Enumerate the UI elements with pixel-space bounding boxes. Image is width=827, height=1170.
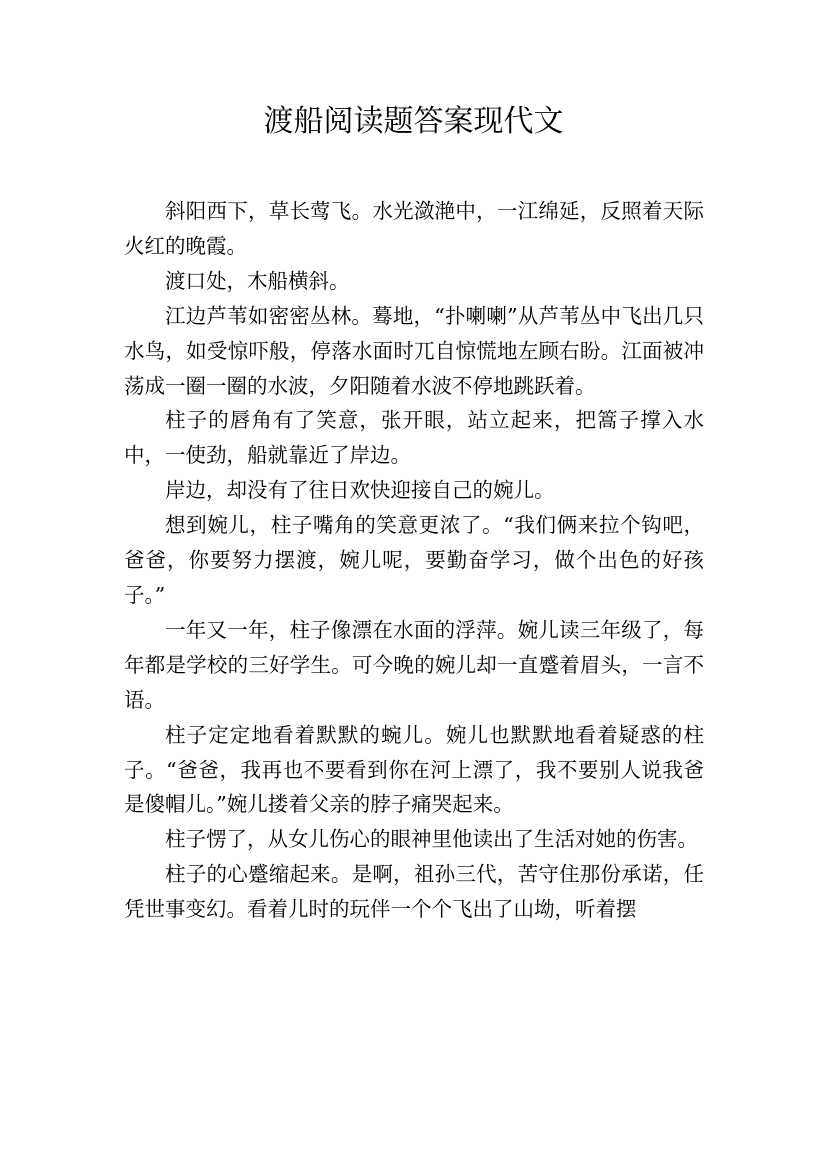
paragraph: 一年又一年，柱子像漂在水面的浮萍。婉儿读三年级了，每年都是学校的三好学生。可今晚的婉儿却一直蹙着眉头，一言不语。 bbox=[124, 617, 704, 712]
paragraph: 柱子的心蹙缩起来。是啊，祖孙三代，苦守住那份承诺，任凭世事变幻。看着儿时的玩伴一个个飞出了山坳，听着摆 bbox=[124, 862, 704, 922]
paragraph: 斜阳西下，草长莺飞。水光潋滟中，一江绵延，反照着天际火红的晚霞。 bbox=[124, 199, 704, 258]
paragraph: 柱子定定地看着默默的蜿儿。婉儿也默默地看着疑惑的柱子。“爸爸，我再也不要看到你在河上漂了，我不要别人说我爸是傻帽儿。”婉儿搂着父亲的脖子痛哭起来。 bbox=[124, 722, 704, 817]
paragraph: 柱子的唇角有了笑意，张开眼，站立起来，把篙子撑入水中，一使劲，船就靠近了岸边。 bbox=[124, 408, 704, 468]
document-title: 渡船阅读题答案现代文 bbox=[263, 104, 564, 139]
paragraph: 柱子愣了，从女儿伤心的眼神里他读出了生活对她的伤害。 bbox=[165, 827, 698, 852]
paragraph: 想到婉儿，柱子嘴角的笑意更浓了。“我们俩来拉个钩吧，爸爸，你要努力摆渡，婉儿呢，要勤奋学习，做个出色的好孩子。” bbox=[124, 513, 704, 607]
paragraph: 岸边，却没有了往日欢快迎接自己的婉儿。 bbox=[165, 478, 555, 503]
paragraph: 渡口处，木船横斜。 bbox=[165, 268, 350, 293]
paragraph: 江边芦苇如密密丛林。蓦地，“扑喇喇”从芦苇丛中飞出几只水鸟，如受惊吓般，停落水面时兀自惊慌地左顾右盼。江面被冲荡成一圈一圈的水波，夕阳随着水波不停地跳跃着。 bbox=[124, 303, 704, 398]
document-body bbox=[124, 194, 704, 927]
